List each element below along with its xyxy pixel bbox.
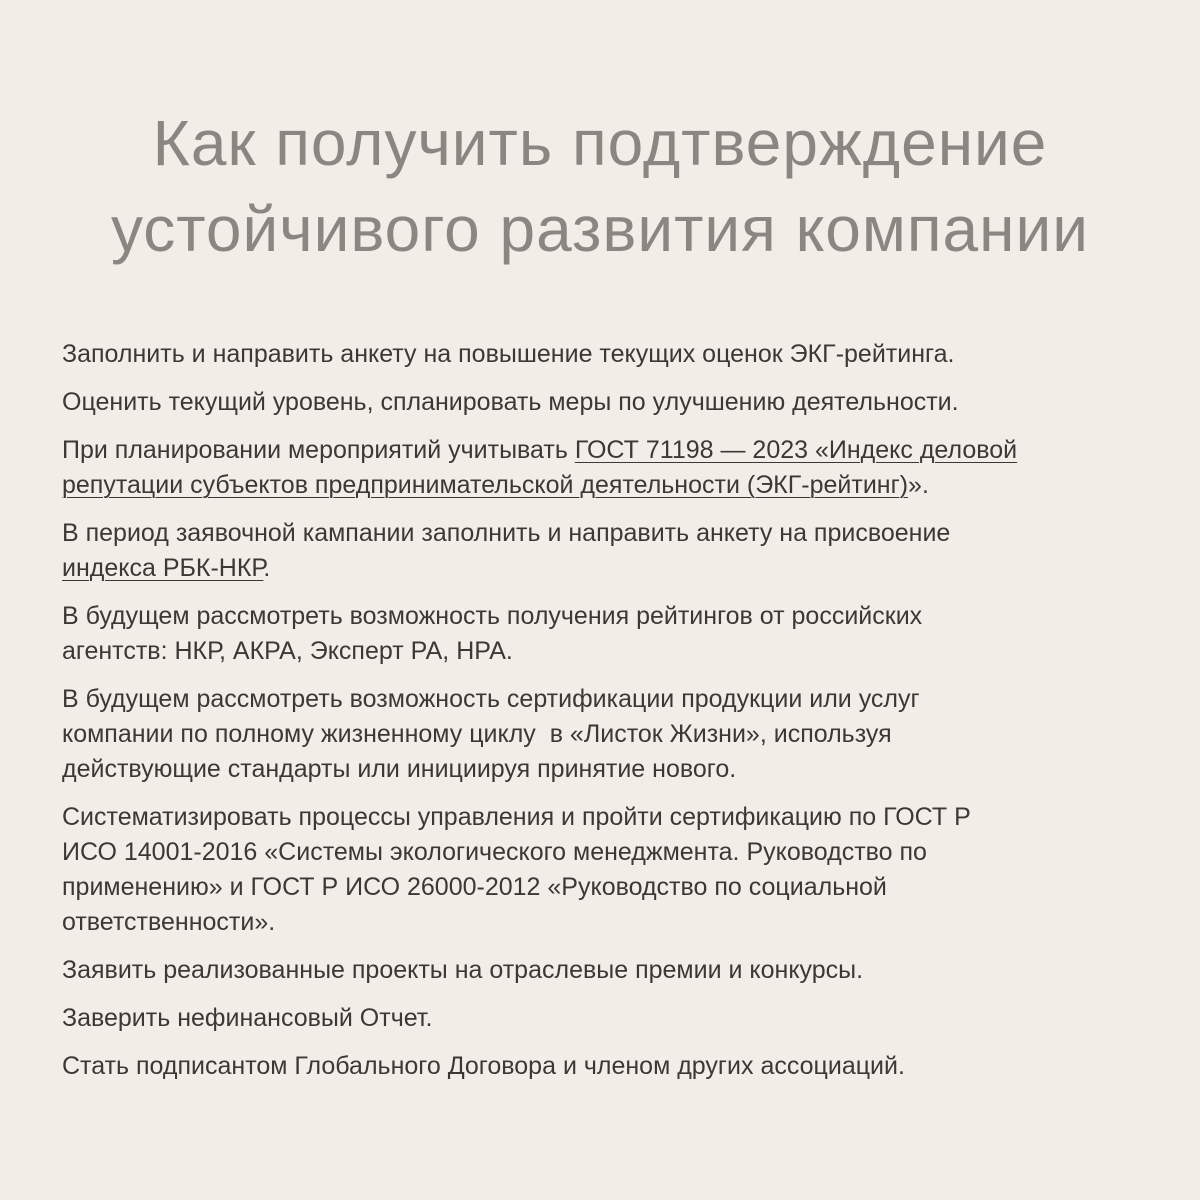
- gost-71198-link-continued[interactable]: репутации субъектов предпринимательской деятельности (ЭКГ-рейтинг): [62, 471, 909, 499]
- text-segment: При планировании мероприятий учитывать: [62, 436, 575, 464]
- text-line: Стать подписантом Глобального Договора и членом других ассоциаций.: [62, 1052, 905, 1080]
- text-line: Заверить нефинансовый Отчет.: [62, 1004, 433, 1032]
- gost-71198-link[interactable]: ГОСТ 71198 — 2023 «Индекс деловой: [574, 436, 1018, 464]
- step-paragraph: [62, 337, 1172, 372]
- text-line: Систематизировать процессы управления и пройти сертификацию по ГОСТ Р: [62, 803, 971, 831]
- text-line: [62, 468, 1172, 503]
- text-line: компании по полному жизненному циклу в «Листок Жизни», используя: [62, 720, 892, 748]
- text-line: В будущем рассмотреть возможность сертификации продукции или услуг: [62, 685, 920, 713]
- steps-list: [62, 337, 1172, 1097]
- text-line: [62, 433, 1172, 468]
- text-line: применению» и ГОСТ Р ИСО 26000-2012 «Руководство по социальной: [62, 873, 887, 901]
- text-line: В будущем рассмотреть возможность получения рейтингов от российских: [62, 602, 923, 630]
- text-line: агентств: НКР, АКРА, Эксперт РА, НРА.: [62, 637, 513, 665]
- step-paragraph: [62, 953, 1172, 988]
- text-line: Оценить текущий уровень, спланировать меры по улучшению деятельности.: [62, 388, 959, 416]
- text-line: ИСО 14001-2016 «Системы экологического менеджмента. Руководство по: [62, 838, 927, 866]
- title-line: Как получить подтверждение: [152, 107, 1048, 179]
- text-line: действующие стандарты или инициируя принятие нового.: [62, 755, 737, 783]
- step-paragraph: [62, 800, 1172, 940]
- page-title: [0, 100, 1200, 272]
- text-segment: ».: [908, 471, 929, 499]
- text-line: ответственности».: [62, 908, 276, 936]
- step-paragraph: [62, 516, 1172, 586]
- step-paragraph: [62, 433, 1172, 503]
- text-line: Заполнить и направить анкету на повышение текущих оценок ЭКГ-рейтинга.: [62, 340, 955, 368]
- text-line: Заявить реализованные проекты на отраслевые премии и конкурсы.: [62, 956, 864, 984]
- step-paragraph: [62, 385, 1172, 420]
- text-line: [62, 551, 1172, 586]
- step-paragraph: [62, 599, 1172, 669]
- step-paragraph: [62, 682, 1172, 787]
- step-paragraph: [62, 1001, 1172, 1036]
- rbk-nkr-index-link[interactable]: индекса РБК-НКР: [62, 554, 264, 582]
- step-paragraph: [62, 1049, 1172, 1084]
- text-segment: .: [263, 554, 271, 582]
- text-line: В период заявочной кампании заполнить и направить анкету на присвоение: [62, 519, 951, 547]
- title-line: устойчивого развития компании: [111, 193, 1089, 265]
